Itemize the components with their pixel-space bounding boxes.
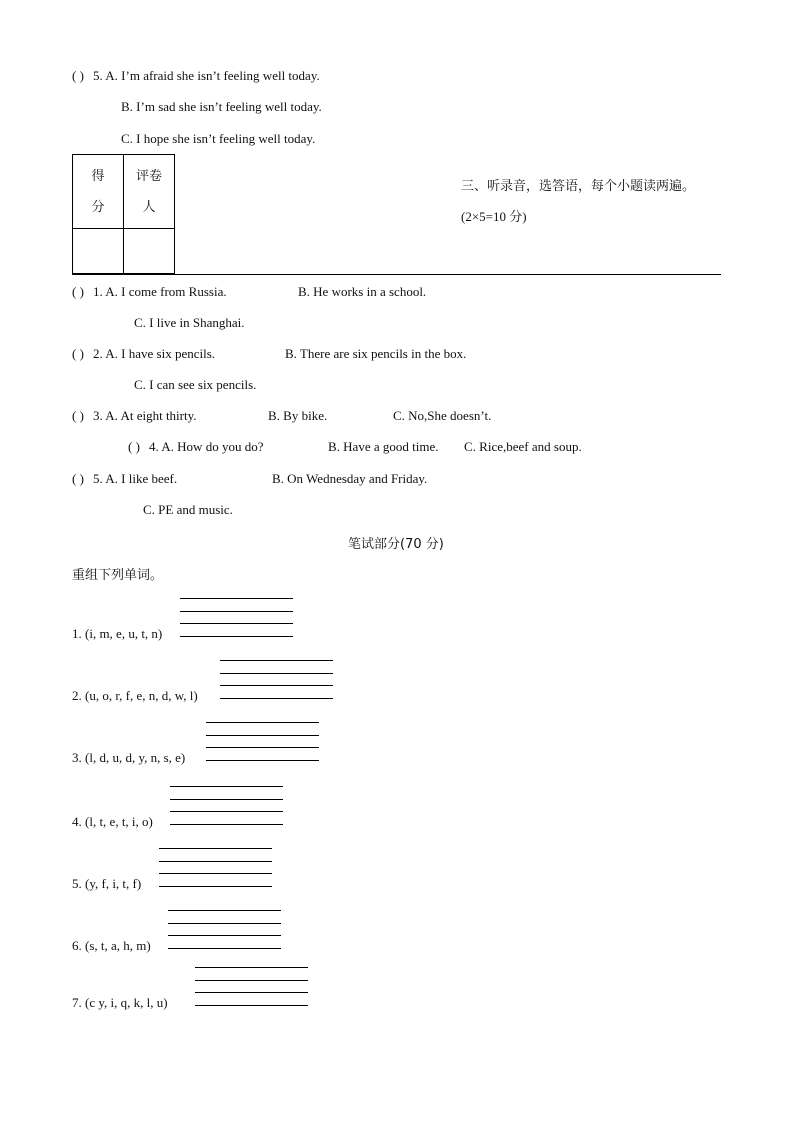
score-box: [72, 154, 175, 274]
section-points: (2×5=10 分): [461, 209, 527, 224]
word-item: 1. (i, m, e, u, t, n): [72, 626, 163, 641]
option-c: C. I live in Shanghai.: [134, 315, 245, 330]
option-c: C. Rice,beef and soup.: [464, 439, 582, 454]
writing-lines[interactable]: [180, 598, 293, 637]
option-a: 5. A. I like beef.: [93, 471, 178, 486]
option-a: 4. A. How do you do?: [149, 439, 264, 454]
answer-paren[interactable]: ( ): [72, 408, 84, 423]
option-c: C. No,She doesn’t.: [393, 408, 492, 423]
grader-header: [124, 155, 175, 229]
score-cell[interactable]: [73, 229, 124, 274]
option-b: B. Have a good time.: [328, 439, 439, 454]
option-b: B. On Wednesday and Friday.: [272, 471, 428, 486]
word-item: 4. (l, t, e, t, i, o): [72, 814, 153, 829]
answer-paren[interactable]: ( ): [72, 471, 84, 486]
word-item: 5. (y, f, i, t, f): [72, 876, 142, 891]
instruction: 重组下列单词。: [72, 568, 164, 583]
option-a: 3. A. At eight thirty.: [93, 408, 197, 423]
answer-paren[interactable]: ( ): [72, 68, 84, 83]
writing-lines[interactable]: [168, 910, 281, 949]
grader-header-line2: 人: [142, 200, 156, 215]
word-item: 7. (c y, i, q, k, l, u): [72, 995, 168, 1010]
section-title: 三、听录音，选答语，每个小题读两遍。: [461, 179, 696, 194]
option-b: B. He works in a school.: [298, 284, 427, 299]
writing-lines[interactable]: [206, 722, 319, 761]
writing-lines[interactable]: [159, 848, 272, 887]
option-b: B. I’m sad she isn’t feeling well today.: [121, 99, 322, 114]
writing-lines[interactable]: [195, 967, 308, 1006]
word-item: 2. (u, o, r, f, e, n, d, w, l): [72, 688, 198, 703]
option-b: B. By bike.: [268, 408, 328, 423]
answer-paren[interactable]: ( ): [72, 346, 84, 361]
option-a: 1. A. I come from Russia.: [93, 284, 227, 299]
writing-lines[interactable]: [170, 786, 283, 825]
option-b: B. There are six pencils in the box.: [285, 346, 467, 361]
grader-header-line1: 评卷: [135, 169, 162, 184]
answer-paren[interactable]: ( ): [72, 284, 84, 299]
word-item: 3. (l, d, u, d, y, n, s, e): [72, 750, 186, 765]
answer-paren[interactable]: ( ): [128, 439, 140, 454]
option-c: C. I can see six pencils.: [134, 377, 257, 392]
section-divider: [72, 274, 721, 275]
option-c: C. PE and music.: [143, 502, 233, 517]
written-part-title: 笔试部分(70 分): [348, 537, 444, 552]
writing-lines[interactable]: [220, 660, 333, 699]
option-a: 5. A. I’m afraid she isn’t feeling well today.: [93, 68, 320, 83]
option-c: C. I hope she isn’t feeling well today.: [121, 131, 316, 146]
score-header-line2: 分: [91, 200, 105, 215]
score-header: [73, 155, 124, 229]
grader-cell[interactable]: [124, 229, 175, 274]
score-header-line1: 得: [91, 169, 105, 184]
option-a: 2. A. I have six pencils.: [93, 346, 216, 361]
word-item: 6. (s, t, a, h, m): [72, 938, 151, 953]
